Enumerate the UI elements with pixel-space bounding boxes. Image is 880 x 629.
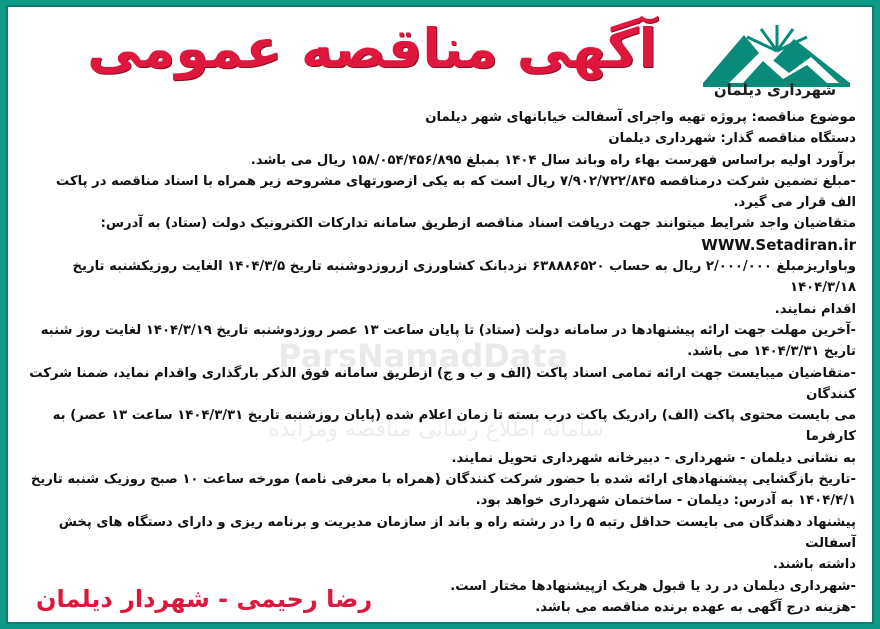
- notice-title: آگهی مناقصه عمومی: [87, 17, 657, 80]
- line-guarantee: -مبلغ تضمین شرکت درمناقصه ۷/۹۰۲/۷۲۲/۸۴۵ ریال است که به یکی ازصورتهای مشروحه زیر همراه با اسناد مناقصه در پاکت: [56, 173, 856, 189]
- line-subject: موضوع مناقصه: پروژه تهیه واجرای آسفالت خیابانهای شهر دیلمان: [425, 110, 856, 125]
- notice-header: [8, 7, 872, 107]
- line-documents: -متقاضیان میبایست جهت ارائه تمامی اسناد پاکت (الف و ب و ج) ازطریق سامانه فوق الذکر بارگذاری واقدام نماید، ضمنا شرکت کنندگان: [29, 365, 856, 402]
- line-documents-cont: می بایست محتوی پاکت (الف) رادریک پاکت درب بسته تا زمان اعلام شده (پایان روزشنبه تاریخ ۱۴۰۴/۳/۳۱ ساعت ۱۳ عصر) به کارفرما: [52, 408, 856, 445]
- notice-body: [21, 107, 856, 618]
- line-qualification: پیشنهاد دهندگان می بایست حداقل رتبه ۵ را در رشته راه و باند از سازمان مدیریت و برنامه ریزی و دارای دستگاه های پخش آسفالت: [58, 514, 856, 551]
- logo-text: شهرداری دیلمان: [713, 81, 837, 99]
- line-deadline: -آخرین مهلت جهت ارائه پیشنهادها در سامانه دولت (ستاد) تا پایان ساعت ۱۳ عصر روزدوشنبه تاریخ ۱۴۰۴/۳/۱۹ لغایت روز شنبه: [40, 322, 856, 338]
- line-guarantee-cont: الف قرار می گیرد.: [733, 195, 856, 211]
- watermark-subtitle: سامانه اطلاع رسانی مناقصه ومزایده: [268, 417, 604, 442]
- line-organizer: دستگاه مناقصه گذار: شهرداری دیلمان: [608, 131, 856, 147]
- notice-frame: [6, 5, 874, 624]
- line-estimate: برآورد اولیه براساس فهرست بهاء راه وباند سال ۱۴۰۴ بمبلغ ۱۵۸/۰۵۴/۴۵۶/۸۹۵ ریال می باشد.: [250, 152, 856, 168]
- line-documents-address: به نشانی دیلمان - شهرداری - دبیرخانه شهرداری تحویل نمایند.: [451, 450, 856, 466]
- line-deadline-cont: تاریخ ۱۴۰۴/۳/۳۱ می باشد.: [687, 344, 856, 360]
- line-payment: وباواریزمبلغ ۲/۰۰۰/۰۰۰ ریال به حساب ۶۳۸۸۸۶۵۲۰ نزدبانک کشاورزی ازروزدوشنبه تاریخ ۱۴۰۴/۳/۵ الغایت روزیکشنبه تاریخ ۱۴۰۴/۳/۱۸: [72, 259, 856, 296]
- line-applicants: متقاضیان واجد شرایط میتوانند جهت دریافت اسناد مناقصه ازطریق سامانه تدارکات الکترونیک دولت (ستاد) به آدرس:: [100, 216, 856, 232]
- line-opening-cont: ۱۴۰۴/۴/۱ به آدرس: دیلمان - ساختمان شهرداری خواهد بود.: [475, 493, 856, 509]
- line-payment-cont: اقدام نمایند.: [774, 301, 856, 317]
- line-cost: -هزینه درج آگهی به عهده برنده مناقصه می باشد.: [535, 599, 856, 615]
- signature: رضا رحیمی - شهردار دیلمان: [36, 585, 373, 613]
- watermark: ParsNamadData: [278, 337, 569, 375]
- setad-url-link[interactable]: WWW.Setadiran.ir: [701, 235, 856, 254]
- line-qualification-cont: داشته باشند.: [772, 557, 856, 573]
- line-opening: -تاریخ بازگشایی پیشنهادهای ارائه شده با حضور شرکت کنندگان (همراه با معرفی نامه) مورخه ساعت ۱۰ صبح روزیک شنبه تاریخ: [30, 472, 856, 488]
- line-rights: -شهرداری دیلمان در رد یا قبول هریک ازپیشنهادها مختار است.: [450, 578, 856, 594]
